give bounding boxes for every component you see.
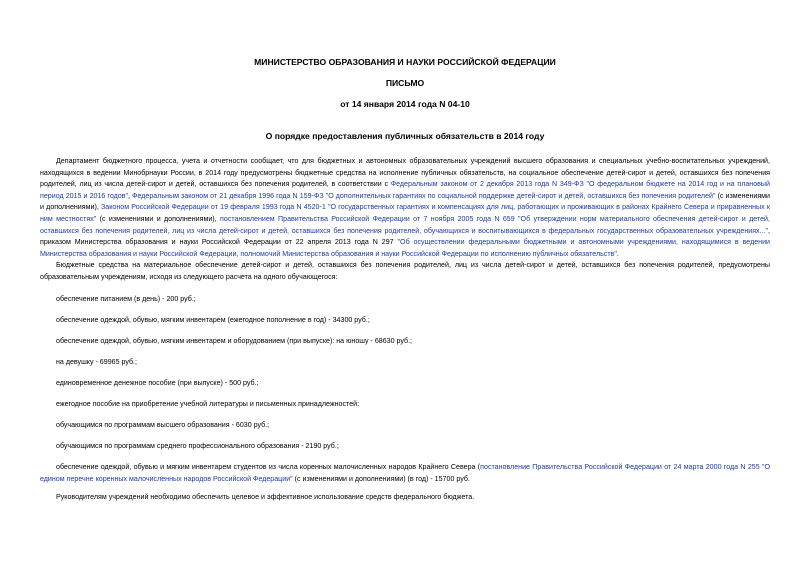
document-type: ПИСЬМО — [385, 78, 425, 88]
list-item: единовременное денежное пособие (при выпуске) - 500 руб.; — [56, 379, 259, 387]
intro-text-5: , приказом Министерства образования и науки Российской Федерации от 22 апреля 2013 года N 297 — [40, 226, 770, 247]
link-resolution-255[interactable]: постановление Правительства Российской Федерации от 24 марта 2000 года N 255 "О едином перечне коренных малочисленных народов Российской Федерации" — [40, 463, 770, 483]
list-item: обеспечение питанием (в день) - 200 руб.; — [56, 295, 196, 303]
list-item: обучающимся по программам высшего образования - 6030 руб.; — [56, 421, 270, 429]
link-federal-law-349[interactable]: Федеральным законом от 2 декабря 2013 года N 349-ФЗ "О федеральном бюджете на 2014 год и на плановый период 2015 и 2016 годов" — [40, 180, 770, 200]
intro-text-2: , — [128, 191, 133, 200]
list-item: обеспечение одеждой, обувью, мягким инвентарем и оборудованием (при выпуске): на юношу - 68630 руб.; — [56, 337, 413, 345]
link-law-4520-1[interactable]: Законом Российской Федерации от 19 февраля 1993 года N 4520-1 "О государственных гарантиях и компенсациях для лиц, работающих и проживающих в районах Крайнего Севера и приравненных к ним местностях" — [40, 203, 770, 223]
list-item-north-peoples — [40, 462, 770, 485]
list-item: на девушку - 69965 руб.; — [56, 358, 137, 366]
document-subject: О порядке предоставления публичных обязательств в 2014 году — [265, 131, 545, 141]
intro-text-4: (с изменениями и дополнениями), — [96, 214, 220, 223]
link-federal-law-159[interactable]: Федеральным законом от 21 декабря 1996 года N 159-ФЗ "О дополнительных гарантиях по социальной поддержке детей-сирот и детей, оставшихся без попечения родителей" — [132, 191, 716, 200]
intro-text-3: (с изменениями и дополнениями), — [40, 191, 771, 212]
link-resolution-659[interactable]: постановлением Правительства Российской Федерации от 7 ноября 2005 года N 659 "Об утверждении норм материального обеспечения детей-сирот и детей, оставшихся без попечения родителей, лиц из числа детей-сирот и детей, оставшихся без попечения родителей, обучающихся и воспитывающихся в федеральных государственных образовательных учреждениях..." — [40, 214, 770, 235]
ministry-heading: МИНИСТЕРСТВО ОБРАЗОВАНИЯ И НАУКИ РОССИЙСКОЙ ФЕДЕРАЦИИ — [254, 57, 556, 67]
document-date-number: от 14 января 2014 года N 04-10 — [340, 99, 470, 109]
intro-text-1: Департамент бюджетного процесса, учета и отчетности сообщает, что для бюджетных и автономных образовательных учреждений высшего образования и специальных учебно-воспитательных учреждений, находящихся в ведении Минобрнауки России, в 2014 году предусмотрены бюджетные средства на исполнение публичных обязательств, на социальное обеспечение детей-сирот и детей, оставшихся без попечения родителей, лиц из числа детей-сирот и детей, оставшихся без попечения родителей, в соответствии с — [40, 157, 770, 189]
intro-paragraph — [40, 156, 770, 260]
north-peoples-text-2: (с изменениями и дополнениями) (в год) - 15700 руб. — [292, 474, 470, 483]
list-item: обучающимся по программам среднего профессионального образования - 2190 руб.; — [56, 442, 339, 450]
list-item: ежегодное пособие на приобретение учебной литературы и письменных принадлежностей: — [56, 400, 360, 408]
funding-paragraph: Бюджетные средства на материальное обеспечение детей-сирот и детей, оставшихся без попечения родителей, лиц из числа детей-сирот и детей, оставшихся без попечения родителей, предусмотрены образовательным учреждениям, исходя из следующего расчета на одного обучающегося: — [40, 261, 770, 281]
north-peoples-text-1: обеспечение одеждой, обувью и мягким инвентарем студентов из числа коренных малочисленных народов Крайнего Севера ( — [56, 463, 481, 471]
link-order-297[interactable]: "Об осуществлении федеральными бюджетными и автономными учреждениями, находящимися в ведении Министерства образования и науки Российской Федерации, полномочий Министерства образования и науки Российской Федерации по исполнению публичных обязательств" — [40, 238, 770, 258]
closing-paragraph: Руководителям учреждений необходимо обеспечить целевое и эффективное использование средств федерального бюджета. — [56, 493, 475, 501]
list-item: обеспечение одеждой, обувью, мягким инвентарем (ежегодное пополнение в год) - 34300 руб.; — [56, 316, 370, 324]
intro-text-6: . — [616, 249, 619, 258]
